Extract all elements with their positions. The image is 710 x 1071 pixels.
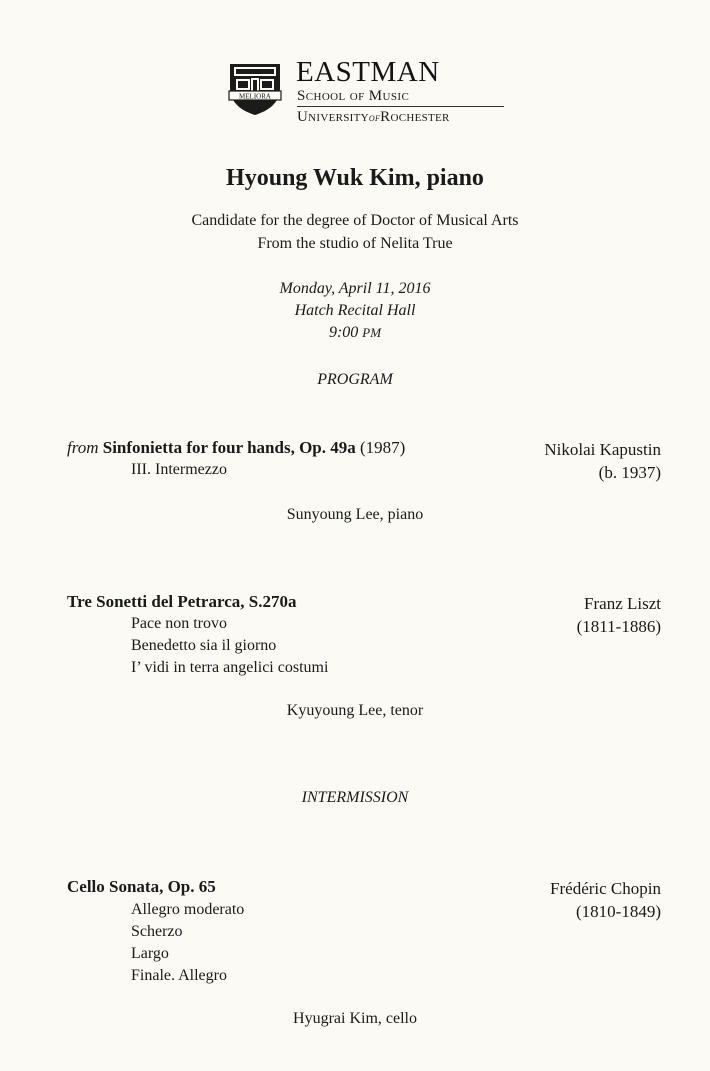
movement: Benedetto sia il giorno [131,637,277,654]
composer: Frédéric Chopin (1810-1849) [550,879,661,921]
movement: III. Intermezzo [131,461,227,478]
composer: Nikolai Kapustin (b. 1937) [544,440,661,482]
studio-line: From the studio of Nelita True [257,235,453,252]
movement: Largo [131,945,169,962]
movement: Scherzo [131,923,183,940]
school-name: School of Music [297,88,410,104]
logo-divider [297,106,504,107]
work-title: from Sinfonietta for four hands, Op. 49a (1987) [67,438,406,457]
work-title: Tre Sonetti del Petrarca, S.270a [67,592,297,611]
recital-date: Monday, April 11, 2016 [279,280,431,297]
movement: Finale. Allegro [131,967,227,984]
institution-name: EASTMAN [296,56,440,88]
assisting-artist: Kyuyoung Lee, tenor [286,702,424,719]
movement-list [131,613,328,679]
movement: Allegro moderato [131,901,245,918]
degree-line: Candidate for the degree of Doctor of Musical Arts [191,212,519,229]
movement: Pace non trovo [131,615,227,632]
svg-text:MELIORA: MELIORA [239,92,271,101]
university-name: UniversityofRochester [297,109,450,125]
recital-time: 9:00 PM [328,324,382,341]
university-seal-icon [226,58,284,116]
movement-list [131,899,244,987]
work-title: Cello Sonata, Op. 65 [67,877,216,896]
assisting-artist: Sunyoung Lee, piano [286,506,424,523]
recital-venue: Hatch Recital Hall [294,302,416,319]
composer: Franz Liszt (1811-1886) [576,594,661,636]
intermission-heading: INTERMISSION [301,789,409,806]
program-heading: PROGRAM [317,371,393,388]
performer-title: Hyoung Wuk Kim, piano [226,165,484,191]
assisting-artist: Hyugrai Kim, cello [293,1010,417,1027]
movement: I’ vidi in terra angelici costumi [131,659,329,676]
